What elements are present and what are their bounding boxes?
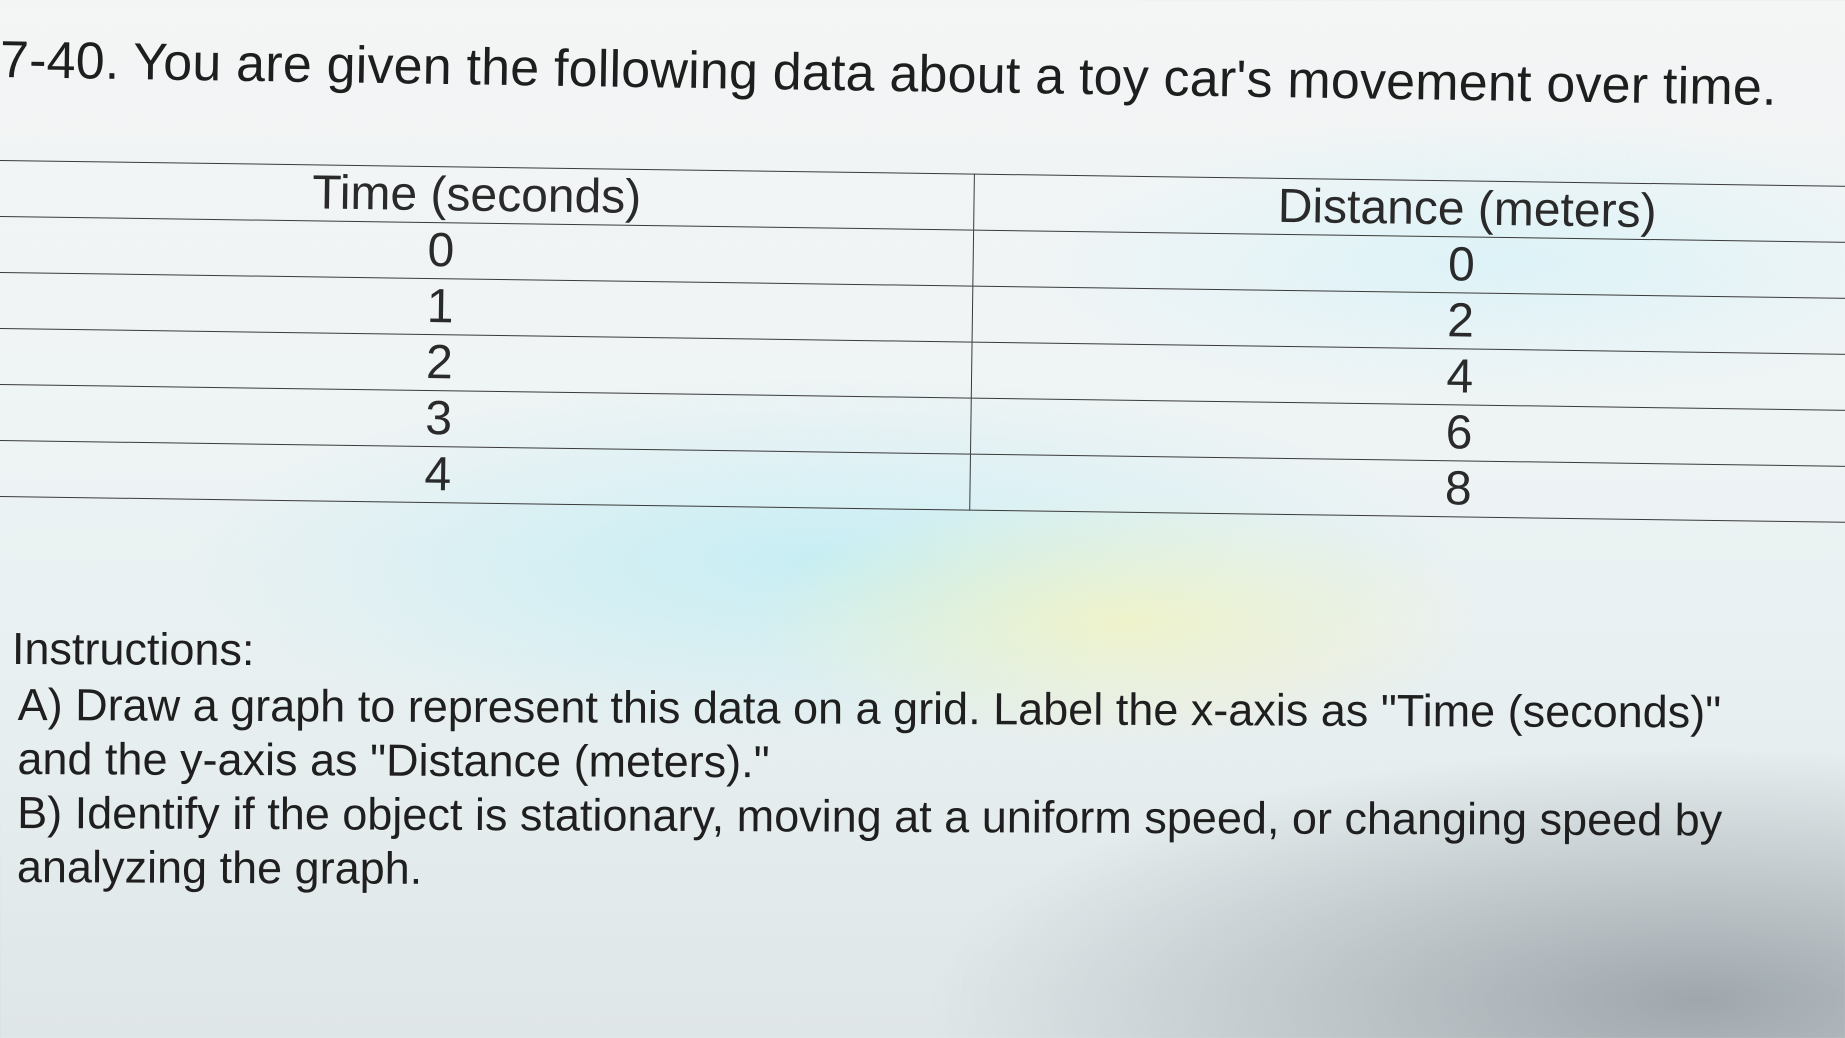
data-table bbox=[0, 160, 1845, 523]
data-table-container bbox=[0, 160, 1845, 523]
distance-value: 6 bbox=[1445, 406, 1473, 460]
instructions-label: Instructions: bbox=[11, 623, 255, 676]
distance-value: 2 bbox=[1446, 294, 1475, 348]
distance-cell bbox=[970, 454, 1845, 522]
problem-heading: 7-40. You are given the following data about a toy car's movement over time. bbox=[0, 31, 1778, 117]
header-distance-label: Distance (meters) bbox=[1277, 179, 1657, 239]
instruction-b-line-2: analyzing the graph. bbox=[16, 841, 423, 894]
instructions-block bbox=[11, 622, 1832, 902]
time-value: 2 bbox=[425, 335, 454, 390]
time-value: 4 bbox=[424, 447, 452, 502]
time-value: 3 bbox=[424, 391, 453, 446]
distance-value: 4 bbox=[1446, 350, 1474, 404]
distance-value: 8 bbox=[1444, 462, 1472, 516]
instruction-b-line-1: B) Identify if the object is stationary, moving at a uniform speed, or changing speed by bbox=[17, 787, 1723, 846]
time-value: 0 bbox=[427, 223, 455, 278]
time-value: 1 bbox=[426, 279, 454, 334]
instruction-a-line-1: A) Draw a graph to represent this data on a grid. Label the x-axis as "Time (seconds)" bbox=[17, 679, 1722, 738]
instruction-a-line-2: and the y-axis as "Distance (meters)." bbox=[17, 733, 770, 788]
header-time-label: Time (seconds) bbox=[311, 166, 642, 224]
distance-value: 0 bbox=[1447, 238, 1476, 292]
